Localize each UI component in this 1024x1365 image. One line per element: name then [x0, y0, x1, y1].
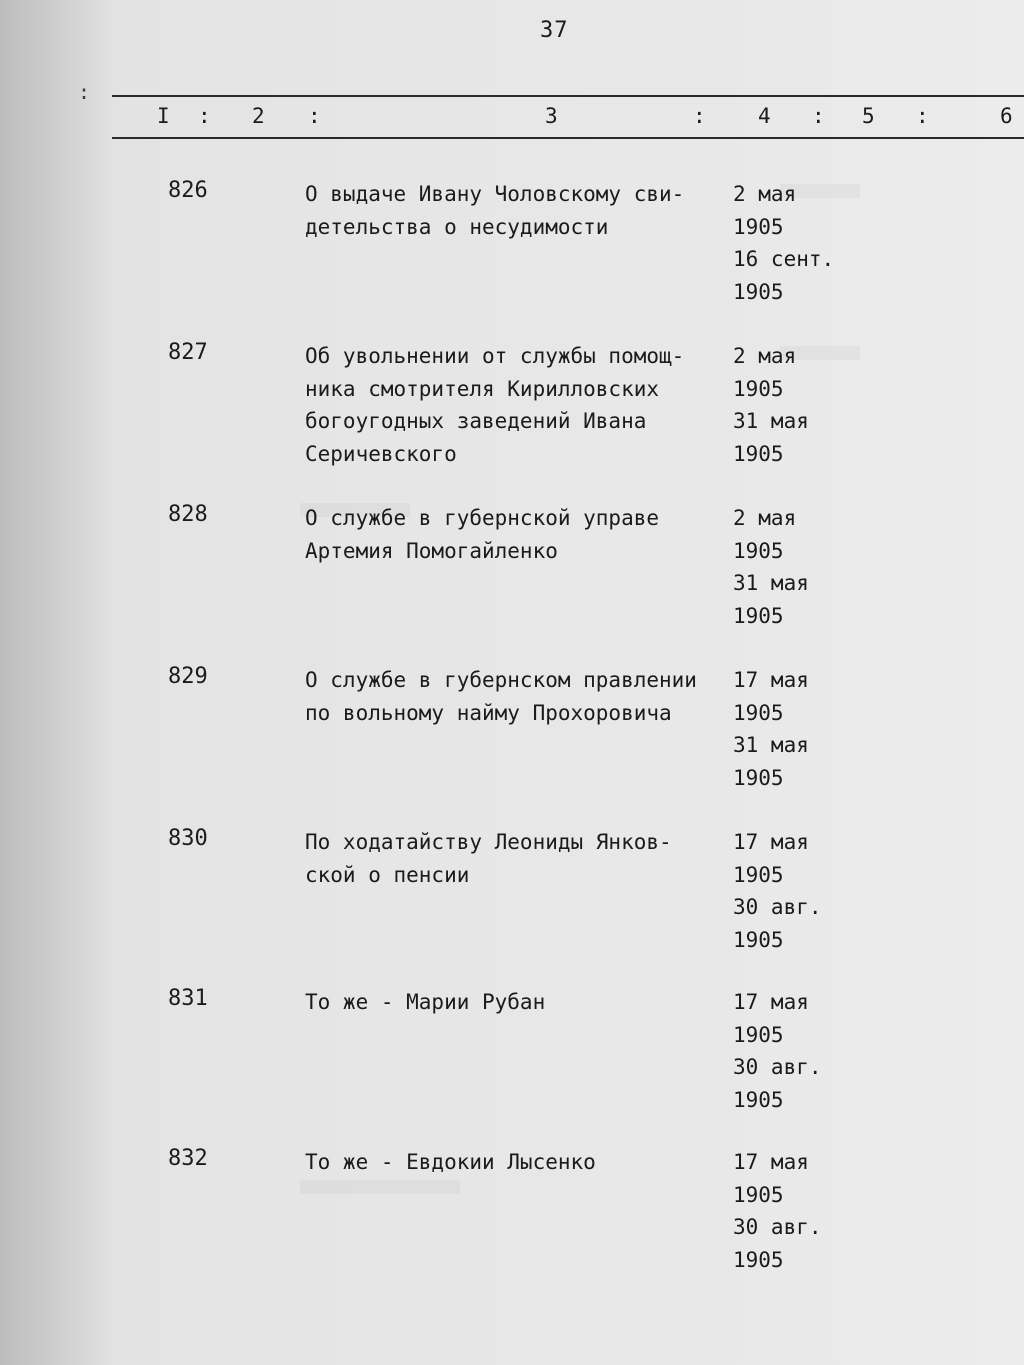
header-rule-top — [112, 95, 1024, 97]
record-dates — [733, 178, 834, 308]
start-year: 1905 — [733, 538, 784, 563]
record-dates — [733, 826, 822, 956]
header-separator: : — [198, 104, 211, 128]
end-year: 1905 — [733, 603, 784, 628]
record-number: 828 — [168, 502, 208, 527]
record-dates — [733, 340, 809, 470]
start-year: 1905 — [733, 1022, 784, 1047]
end-day: 31 мая — [733, 733, 809, 757]
end-year: 1905 — [733, 765, 784, 790]
end-year: 1905 — [733, 1087, 784, 1112]
start-year: 1905 — [733, 700, 784, 725]
record-number: 827 — [168, 340, 208, 365]
record-title: О службе в губернском правлении по вольному найму Прохоровича — [305, 668, 697, 725]
table-row — [0, 826, 1024, 986]
start-day: 2 мая — [733, 182, 797, 206]
table-row — [0, 664, 1024, 824]
start-day: 2 мая — [733, 344, 797, 368]
header-col-2: 2 — [252, 104, 265, 128]
record-dates — [733, 664, 809, 794]
record-number: 832 — [168, 1146, 208, 1171]
table-row — [0, 986, 1024, 1146]
record-title: По ходатайству Леониды Янков- ской о пенсии — [305, 830, 672, 887]
end-day: 30 авг. — [733, 895, 822, 919]
start-year: 1905 — [733, 214, 784, 239]
header-rule-bottom — [112, 137, 1024, 139]
record-number: 829 — [168, 664, 208, 689]
record-dates — [733, 1146, 822, 1276]
record-number: 830 — [168, 826, 208, 851]
start-day: 17 мая — [733, 668, 809, 692]
end-day: 31 мая — [733, 409, 809, 433]
start-day: 17 мая — [733, 1150, 809, 1174]
record-title: Об увольнении от службы помощ- ника смотрителя Кирилловских богоугодных заведений Ивана Серичевского — [305, 344, 685, 466]
record-title: О службе в губернской управе Артемия Помогайленко — [305, 506, 660, 563]
end-year: 1905 — [733, 1247, 784, 1272]
header-separator: : — [693, 104, 706, 128]
record-title: То же - Марии Рубан — [305, 990, 546, 1014]
end-year: 1905 — [733, 279, 784, 304]
start-day: 17 мая — [733, 990, 809, 1014]
start-day: 2 мая — [733, 506, 797, 530]
table-row — [0, 502, 1024, 662]
header-separator: : — [812, 104, 825, 128]
header-col-3: 3 — [545, 104, 558, 128]
header-separator: : — [916, 104, 929, 128]
end-day: 30 авг. — [733, 1215, 822, 1239]
end-year: 1905 — [733, 927, 784, 952]
header-col-1: I — [157, 104, 170, 128]
table-row — [0, 178, 1024, 338]
header-separator: : — [308, 104, 321, 128]
record-number: 826 — [168, 178, 208, 203]
end-year: 1905 — [733, 441, 784, 466]
margin-mark: : — [78, 80, 91, 104]
start-year: 1905 — [733, 1182, 784, 1207]
end-day: 31 мая — [733, 571, 809, 595]
record-number: 831 — [168, 986, 208, 1011]
record-dates — [733, 502, 809, 632]
end-day: 16 сент. — [733, 247, 835, 271]
header-col-6: 6 — [1000, 104, 1013, 128]
start-year: 1905 — [733, 376, 784, 401]
header-col-4: 4 — [758, 104, 771, 128]
end-day: 30 авг. — [733, 1055, 822, 1079]
page-number: 37 — [540, 18, 569, 43]
record-dates — [733, 986, 822, 1116]
table-row — [0, 340, 1024, 500]
start-day: 17 мая — [733, 830, 809, 854]
header-col-5: 5 — [862, 104, 875, 128]
record-title: О выдаче Ивану Чоловскому сви- детельства о несудимости — [305, 182, 685, 239]
record-title: То же - Евдокии Лысенко — [305, 1150, 596, 1174]
table-row — [0, 1146, 1024, 1306]
start-year: 1905 — [733, 862, 784, 887]
